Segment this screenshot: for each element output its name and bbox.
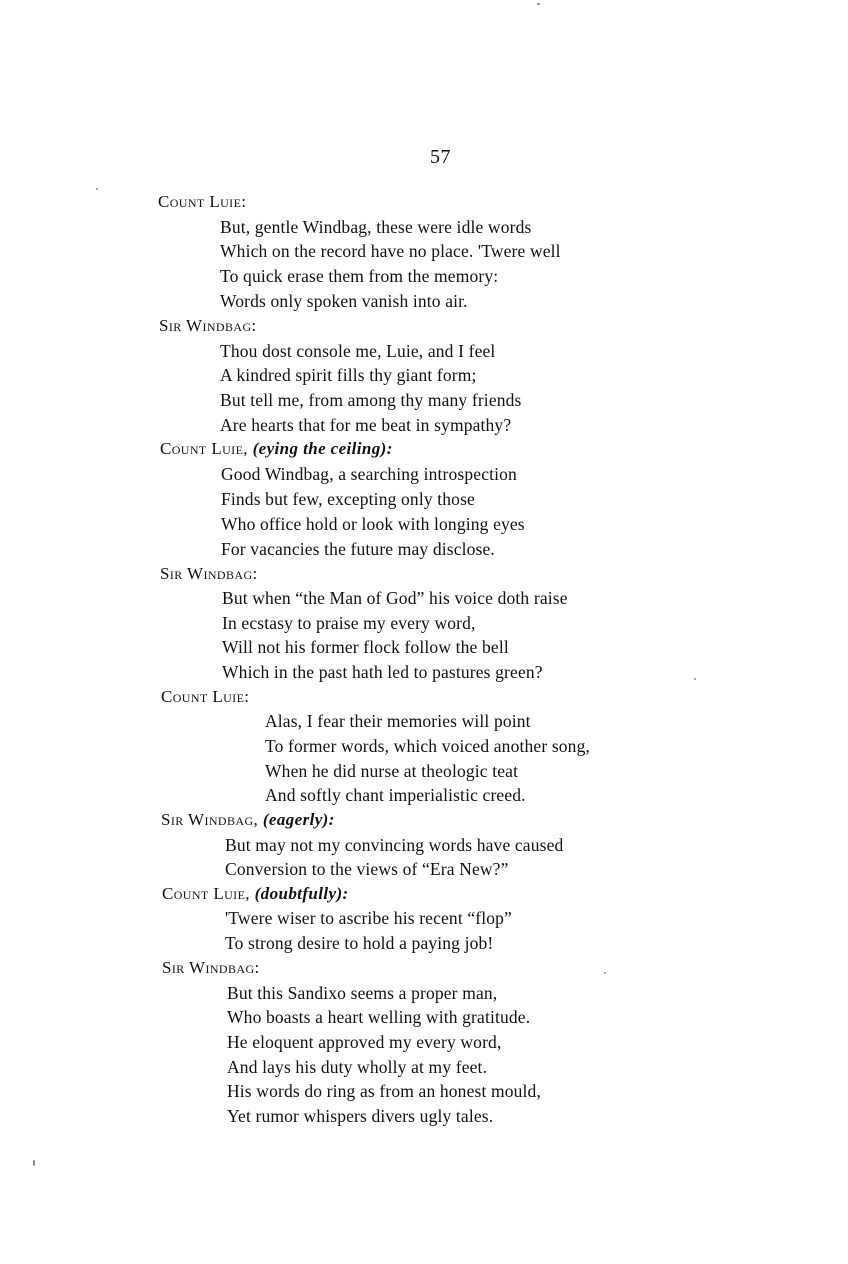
verse-line: To strong desire to hold a paying job! bbox=[225, 933, 494, 953]
verse-line: Which in the past hath led to pastures green? bbox=[222, 662, 543, 682]
speaker-heading bbox=[162, 883, 349, 905]
scan-speck bbox=[694, 678, 696, 680]
verse-line: 'Twere wiser to ascribe his recent “flop” bbox=[225, 908, 512, 928]
speaker-name: Count Luie: bbox=[161, 687, 250, 706]
verse-line: Alas, I fear their memories will point bbox=[265, 711, 531, 731]
verse-line: His words do ring as from an honest mould, bbox=[227, 1081, 541, 1101]
verse-line: But when “the Man of God” his voice doth raise bbox=[222, 588, 568, 608]
verse-line: Who office hold or look with longing eyes bbox=[221, 514, 525, 534]
verse-line: Are hearts that for me beat in sympathy? bbox=[220, 415, 512, 435]
scan-speck bbox=[604, 972, 606, 974]
speaker-name: Sir Windbag: bbox=[160, 564, 258, 583]
scan-speck bbox=[96, 188, 98, 190]
verse-line: Thou dost console me, Luie, and I feel bbox=[220, 341, 496, 361]
speaker-name: Count Luie: bbox=[158, 192, 247, 211]
verse-line: And lays his duty wholly at my feet. bbox=[227, 1057, 488, 1077]
verse-line: But, gentle Windbag, these were idle words bbox=[220, 217, 532, 237]
speaker-heading bbox=[161, 686, 249, 708]
speaker-heading bbox=[160, 438, 393, 460]
scan-speck bbox=[33, 1160, 35, 1166]
verse-line: When he did nurse at theologic teat bbox=[265, 761, 519, 781]
verse-line: To former words, which voiced another song, bbox=[265, 736, 591, 756]
verse-line: Which on the record have no place. 'Twere well bbox=[220, 241, 561, 261]
stage-direction: (eying the ceiling): bbox=[252, 439, 393, 458]
verse-line: Who boasts a heart welling with gratitude. bbox=[227, 1007, 531, 1027]
verse-line: For vacancies the future may disclose. bbox=[221, 539, 495, 559]
stage-direction: (eagerly): bbox=[262, 810, 335, 829]
speaker-heading bbox=[158, 191, 246, 213]
speaker-name: Count Luie, bbox=[162, 884, 250, 903]
verse-line: But may not my convincing words have caused bbox=[225, 835, 564, 855]
verse-line: Conversion to the views of “Era New?” bbox=[225, 859, 509, 879]
speaker-name: Count Luie, bbox=[160, 439, 248, 458]
scan-speck bbox=[537, 3, 540, 5]
speaker-name: Sir Windbag: bbox=[159, 316, 257, 335]
verse-line: To quick erase them from the memory: bbox=[220, 266, 499, 286]
verse-line: But this Sandixo seems a proper man, bbox=[227, 983, 498, 1003]
verse-line: Words only spoken vanish into air. bbox=[220, 291, 468, 311]
verse-line: But tell me, from among thy many friends bbox=[220, 390, 522, 410]
verse-line: Finds but few, excepting only those bbox=[221, 489, 475, 509]
page-number: 57 bbox=[430, 146, 451, 168]
speaker-heading bbox=[160, 563, 258, 585]
speaker-heading bbox=[161, 809, 335, 831]
speaker-heading bbox=[159, 315, 257, 337]
verse-line: He eloquent approved my every word, bbox=[227, 1032, 502, 1052]
speaker-name: Sir Windbag, bbox=[161, 810, 259, 829]
verse-line: Yet rumor whispers divers ugly tales. bbox=[227, 1106, 494, 1126]
stage-direction: (doubtfully): bbox=[254, 884, 349, 903]
speaker-name: Sir Windbag: bbox=[162, 958, 260, 977]
verse-line: Good Windbag, a searching introspection bbox=[221, 464, 517, 484]
verse-line: A kindred spirit fills thy giant form; bbox=[220, 365, 477, 385]
speaker-heading bbox=[162, 957, 260, 979]
verse-line: And softly chant imperialistic creed. bbox=[265, 785, 526, 805]
verse-line: Will not his former flock follow the bell bbox=[222, 637, 509, 657]
verse-line: In ecstasy to praise my every word, bbox=[222, 613, 476, 633]
